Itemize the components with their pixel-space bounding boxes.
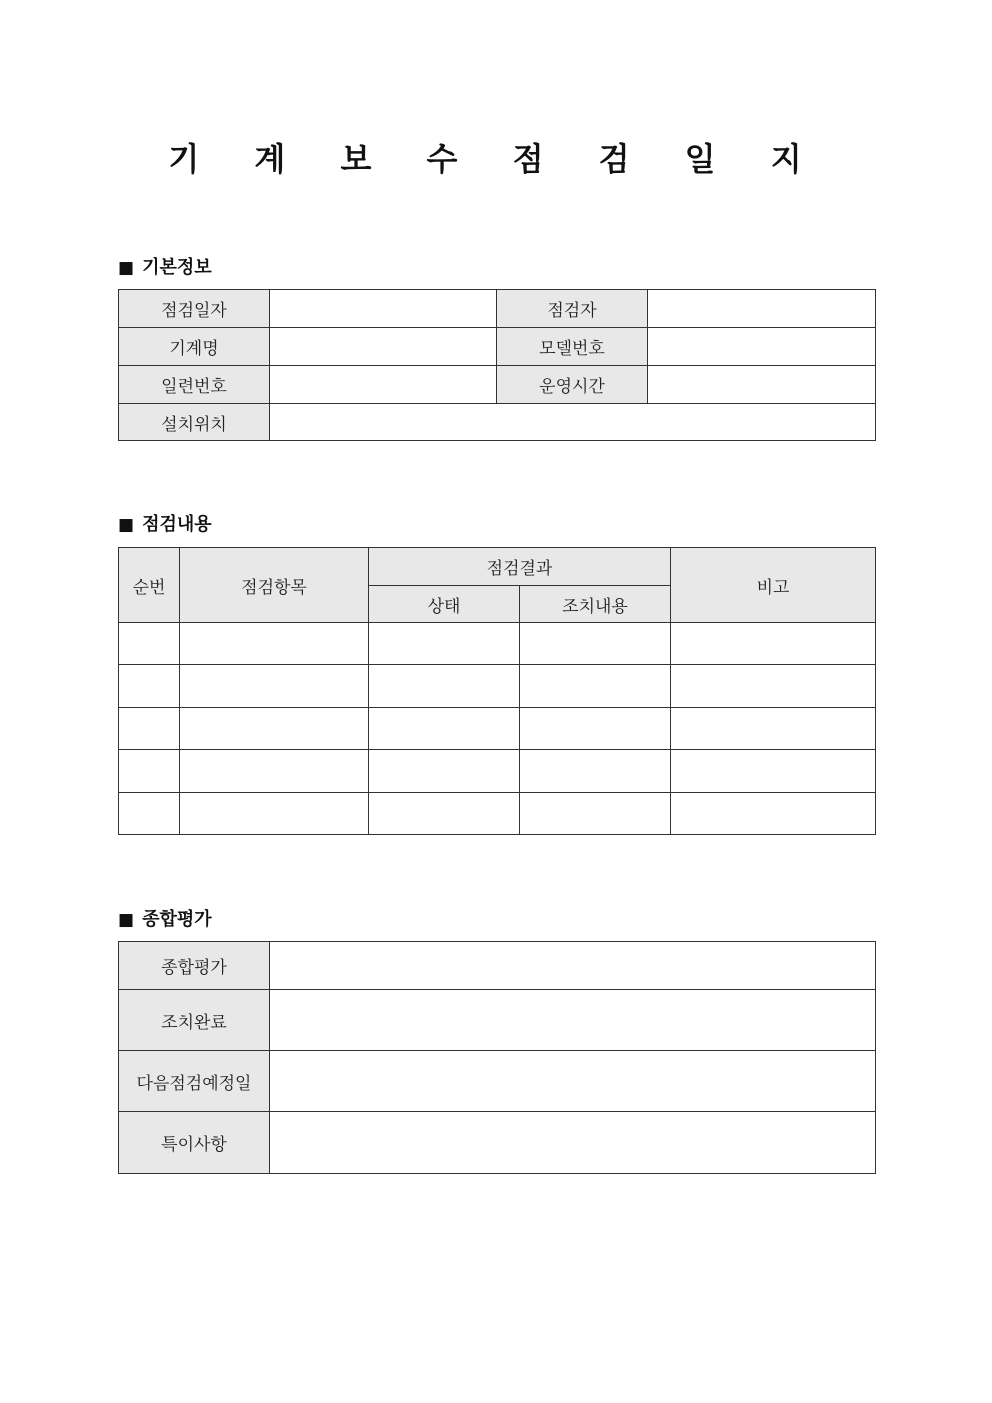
table-cell[interactable] <box>520 750 671 793</box>
machine-name-label: 기계명 <box>119 328 270 366</box>
table-cell[interactable] <box>180 708 369 750</box>
column-header-remark: 비고 <box>671 548 876 623</box>
table-cell[interactable] <box>369 793 520 835</box>
square-bullet-icon: ■ <box>118 258 135 278</box>
square-bullet-icon: ■ <box>118 515 135 535</box>
serial-number-field[interactable] <box>270 366 497 404</box>
section-heading-inspection <box>118 510 212 536</box>
table-cell[interactable] <box>119 708 180 750</box>
section-heading-basic-info <box>118 253 212 279</box>
section-heading-label: 점검내용 <box>142 514 212 535</box>
table-cell[interactable] <box>671 750 876 793</box>
table-row <box>119 665 876 708</box>
column-header-result: 점검결과 <box>369 548 671 586</box>
table-cell[interactable] <box>369 623 520 665</box>
table-cell[interactable] <box>520 665 671 708</box>
table-cell[interactable] <box>369 750 520 793</box>
table-cell[interactable] <box>671 793 876 835</box>
inspection-date-field[interactable] <box>270 290 497 328</box>
column-header-status: 상태 <box>369 586 520 623</box>
table-row <box>119 1051 876 1112</box>
column-header-item: 점검항목 <box>180 548 369 623</box>
serial-number-label: 일련번호 <box>119 366 270 404</box>
action-completed-field[interactable] <box>270 990 876 1051</box>
table-row <box>119 708 876 750</box>
section-heading-summary <box>118 905 212 931</box>
special-notes-field[interactable] <box>270 1112 876 1174</box>
square-bullet-icon: ■ <box>118 910 135 930</box>
table-cell[interactable] <box>180 623 369 665</box>
inspector-label: 점검자 <box>497 290 648 328</box>
special-notes-label: 특이사항 <box>119 1112 270 1174</box>
install-location-label: 설치위치 <box>119 404 270 441</box>
summary-table <box>118 941 876 1174</box>
next-inspection-date-field[interactable] <box>270 1051 876 1112</box>
operating-hours-field[interactable] <box>648 366 876 404</box>
table-cell[interactable] <box>369 708 520 750</box>
table-row <box>119 990 876 1051</box>
inspection-table <box>118 547 876 835</box>
table-row <box>119 942 876 990</box>
table-cell[interactable] <box>119 623 180 665</box>
table-cell[interactable] <box>180 793 369 835</box>
table-row <box>119 290 876 328</box>
table-cell[interactable] <box>369 665 520 708</box>
table-cell[interactable] <box>671 665 876 708</box>
document-title: 기 계 보 수 점 검 일 지 <box>168 140 824 178</box>
table-header-row <box>119 548 876 586</box>
table-row <box>119 750 876 793</box>
model-number-label: 모델번호 <box>497 328 648 366</box>
overall-evaluation-field[interactable] <box>270 942 876 990</box>
section-heading-label: 기본정보 <box>142 257 212 278</box>
operating-hours-label: 운영시간 <box>497 366 648 404</box>
table-row <box>119 328 876 366</box>
table-cell[interactable] <box>180 665 369 708</box>
table-cell[interactable] <box>180 750 369 793</box>
table-cell[interactable] <box>520 623 671 665</box>
table-cell[interactable] <box>520 708 671 750</box>
overall-evaluation-label: 종합평가 <box>119 942 270 990</box>
table-cell[interactable] <box>119 665 180 708</box>
table-cell[interactable] <box>119 793 180 835</box>
table-cell[interactable] <box>520 793 671 835</box>
install-location-field[interactable] <box>270 404 876 441</box>
table-row <box>119 793 876 835</box>
table-cell[interactable] <box>671 708 876 750</box>
table-cell[interactable] <box>671 623 876 665</box>
next-inspection-date-label: 다음점검예정일 <box>119 1051 270 1112</box>
action-completed-label: 조치완료 <box>119 990 270 1051</box>
inspection-date-label: 점검일자 <box>119 290 270 328</box>
table-row <box>119 1112 876 1174</box>
table-row <box>119 404 876 441</box>
column-header-action: 조치내용 <box>520 586 671 623</box>
inspector-field[interactable] <box>648 290 876 328</box>
table-row <box>119 366 876 404</box>
table-row <box>119 623 876 665</box>
basic-info-table <box>118 289 876 441</box>
column-header-no: 순번 <box>119 548 180 623</box>
table-cell[interactable] <box>119 750 180 793</box>
section-heading-label: 종합평가 <box>142 909 212 930</box>
machine-name-field[interactable] <box>270 328 497 366</box>
model-number-field[interactable] <box>648 328 876 366</box>
